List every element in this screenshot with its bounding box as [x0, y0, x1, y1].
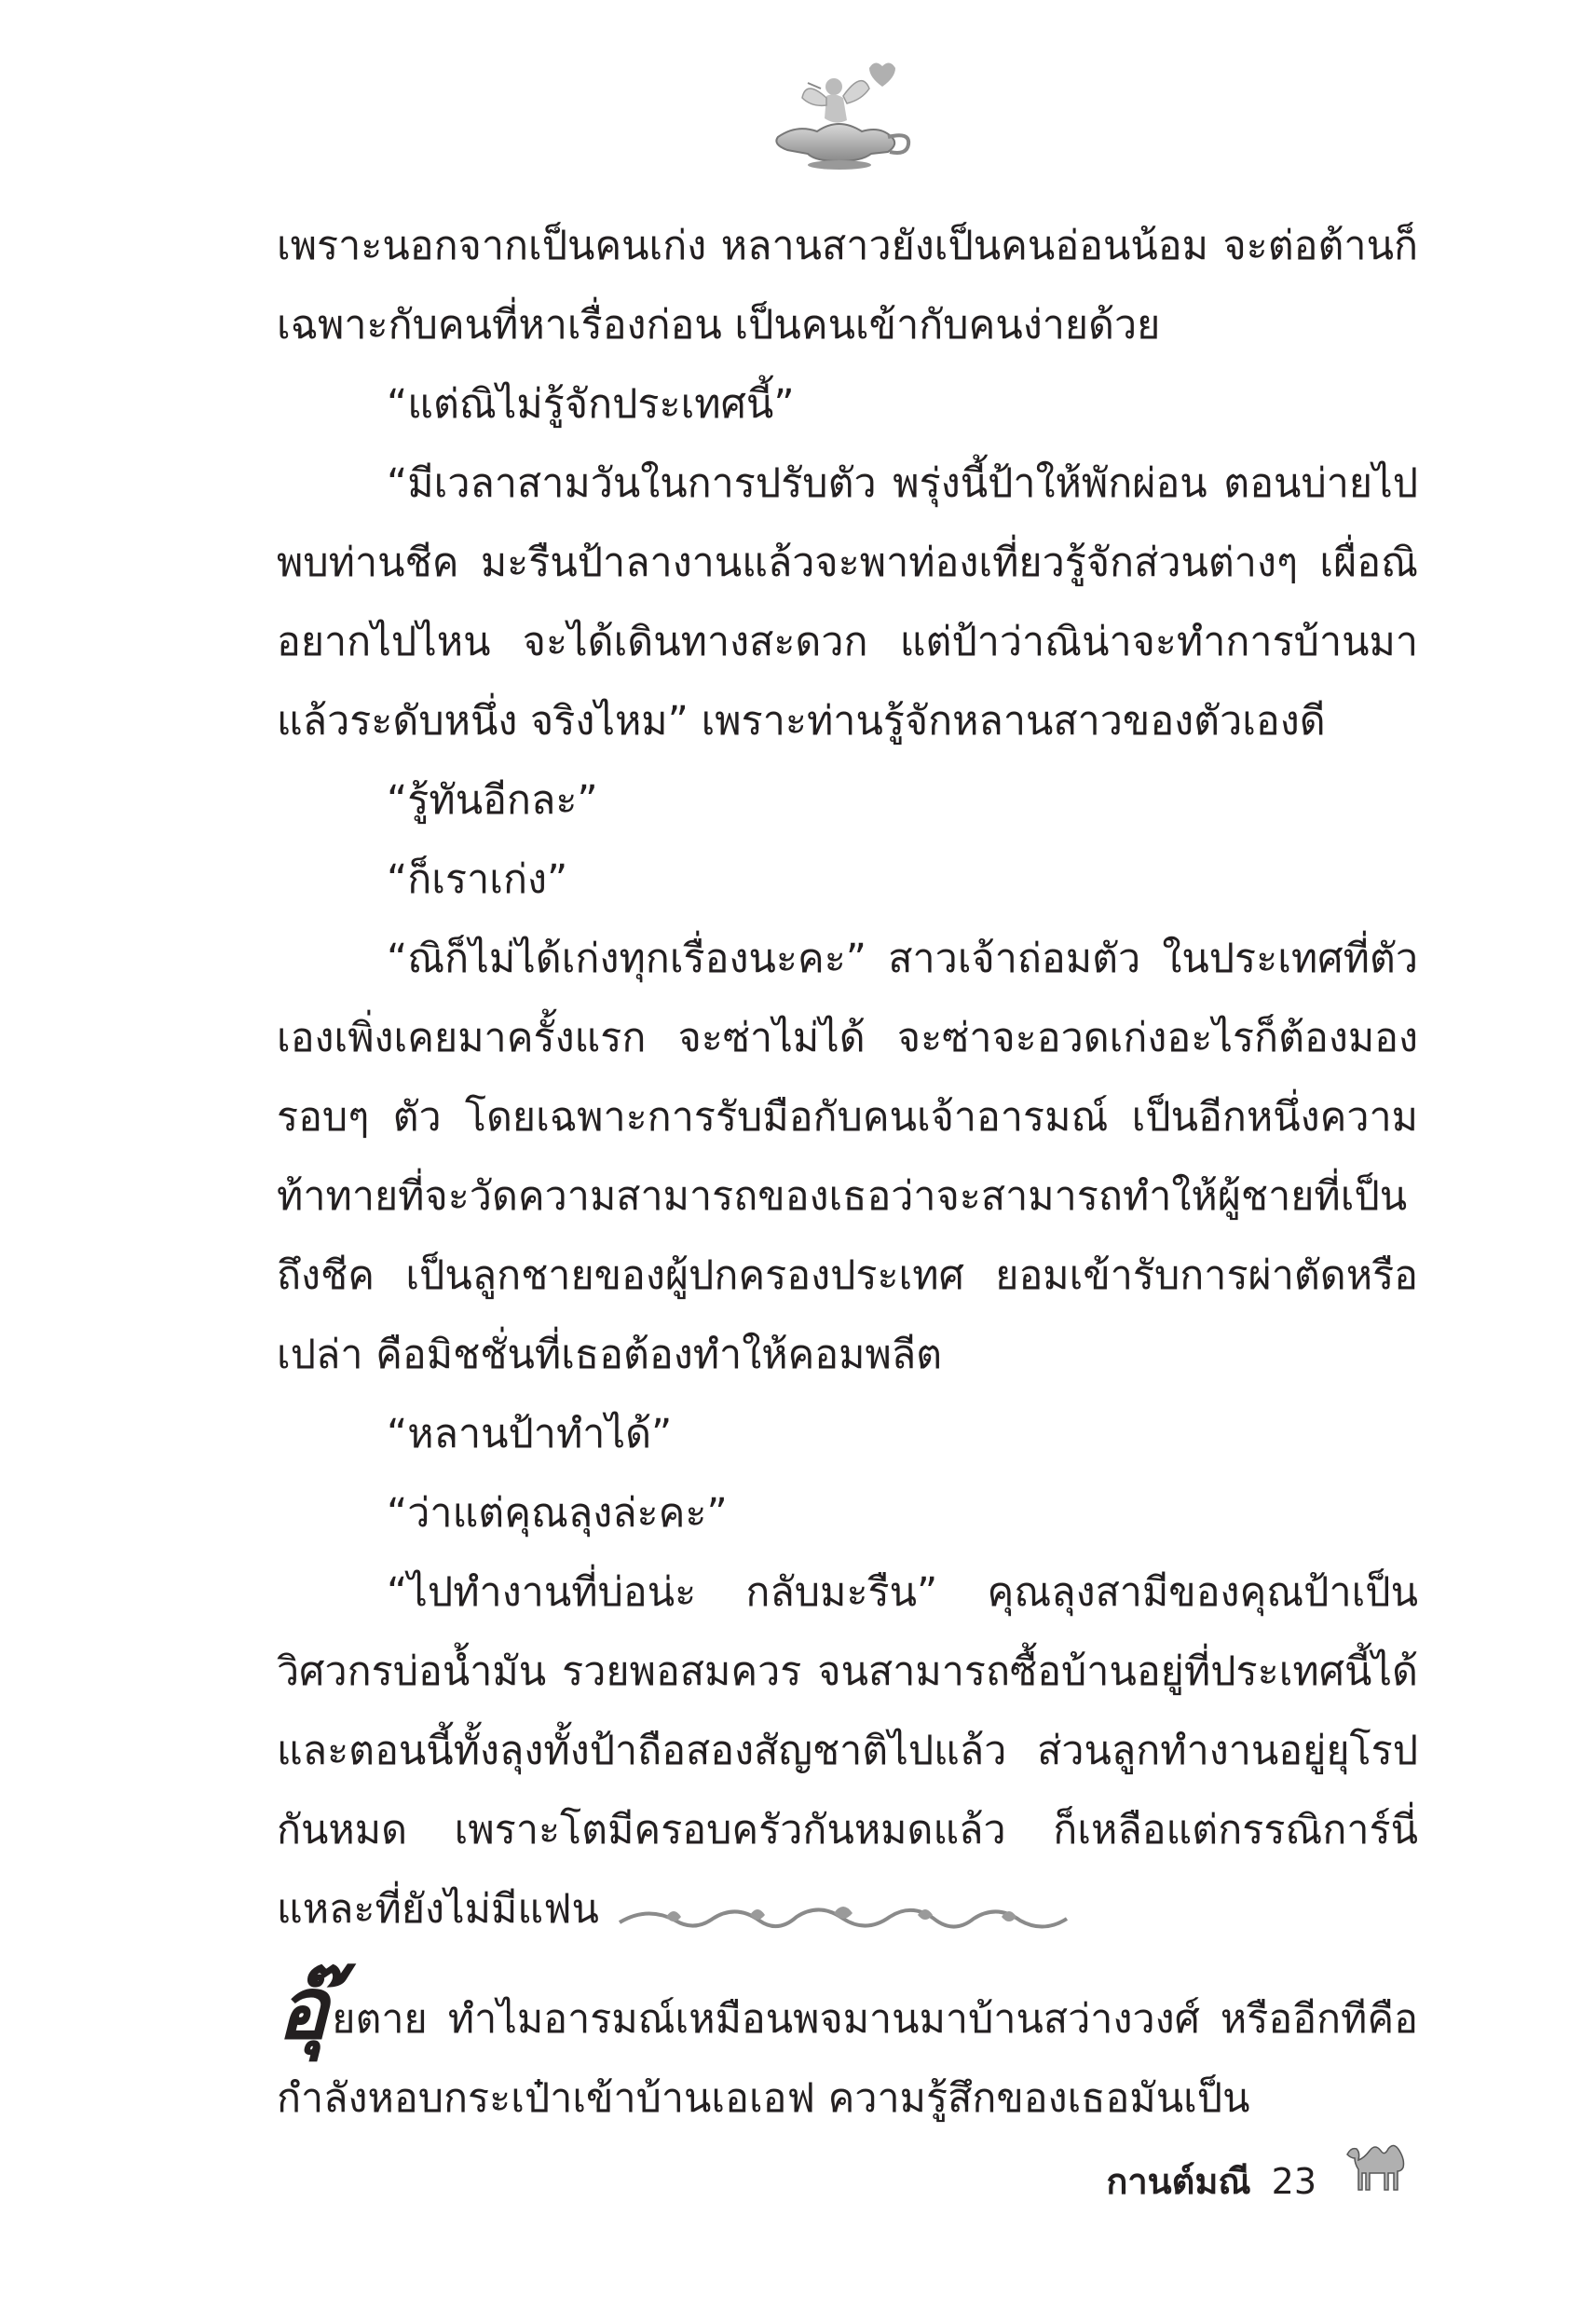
- paragraph: “ไปทำงานที่บ่อน่ะ กลับมะรืน” คุณลุงสามีของคุณป้าเป็นวิศวกรบ่อน้ำมัน รวยพอสมควร จนสามารถซื้อบ้านอยู่ที่ประเทศนี้ได้ และตอนนี้ทั้งลุงทั้งป้าถือสองสัญชาติไปแล้ว ส่วนลูกทำงานอยู่ยุโรปกันหมด เพราะโตมีครอบครัวกันหมดแล้ว ก็เหลือแต่กรรณิการ์นี่แหละที่ยังไม่มีแฟน: [277, 1569, 1418, 1933]
- drop-cap: อุ๊: [277, 1959, 329, 2058]
- paragraph-text: ยตาย ทำไมอารมณ์เหมือนพจมานมาบ้านสว่างวงศ์ หรืออีกทีคือกำลังหอบกระเป๋าเข้าบ้านเอเอฟ ความรู้สึกของเธอมันเป็น: [277, 1996, 1418, 2122]
- paragraph: เพราะนอกจากเป็นคนเก่ง หลานสาวยังเป็นคนอ่อนน้อม จะต่อต้านก็เฉพาะกับคนที่หาเรื่องก่อน เป็นคนเข้ากับคนง่ายด้วย: [277, 223, 1418, 349]
- book-title: กานต์มณี: [1106, 2161, 1251, 2202]
- camel-icon: [1342, 2134, 1416, 2194]
- paragraph: “ณิก็ไม่ได้เก่งทุกเรื่องนะคะ” สาวเจ้าถ่อมตัว ในประเทศที่ตัวเองเพิ่งเคยมาครั้งแรก จะซ่าไม่ได้ จะซ่าจะอวดเก่งอะไรก็ต้องมองรอบๆ ตัว โดยเฉพาะการรับมือกับคนเจ้าอารมณ์ เป็นอีกหนึ่งความท้าทายที่จะวัดความสามารถของเธอว่าจะสามารถทำให้ผู้ชายที่เป็นถึงชีค เป็นลูกชายของผู้ปกครองประเทศ ยอมเข้ารับการผ่าตัดหรือเปล่า คือมิชชั่นที่เธอต้องทำให้คอมพลีต: [277, 936, 1418, 1378]
- paragraph: “ว่าแต่คุณลุงล่ะคะ”: [387, 1490, 728, 1537]
- page-number: 23: [1271, 2160, 1316, 2202]
- paragraph: “หลานป้าทำได้”: [387, 1411, 673, 1457]
- magic-lamp-ornament-icon: [759, 51, 918, 172]
- paragraph: [277, 1959, 1418, 2139]
- page-footer: [1106, 2153, 1316, 2209]
- paragraph: “มีเวลาสามวันในการปรับตัว พรุ่งนี้ป้าให้พักผ่อน ตอนบ่ายไปพบท่านชีค มะรืนป้าลางานแล้วจะพาท่องเที่ยวรู้จักส่วนต่างๆ เผื่อณิอยากไปไหน จะได้เดินทางสะดวก แต่ป้าว่าณิน่าจะทำการบ้านมาแล้วระดับหนึ่ง จริงไหม” เพราะท่านรู้จักหลานสาวของตัวเองดี: [277, 460, 1418, 745]
- paragraph: “ก็เราเก่ง”: [387, 856, 568, 903]
- body-text: [277, 207, 1418, 1949]
- paragraph: “รู้ทันอีกละ”: [387, 777, 598, 824]
- section-two-text: [277, 1959, 1418, 2139]
- scroll-divider-icon: [610, 1896, 1076, 1943]
- paragraph: “แต่ณิไม่รู้จักประเทศนี้”: [387, 381, 795, 428]
